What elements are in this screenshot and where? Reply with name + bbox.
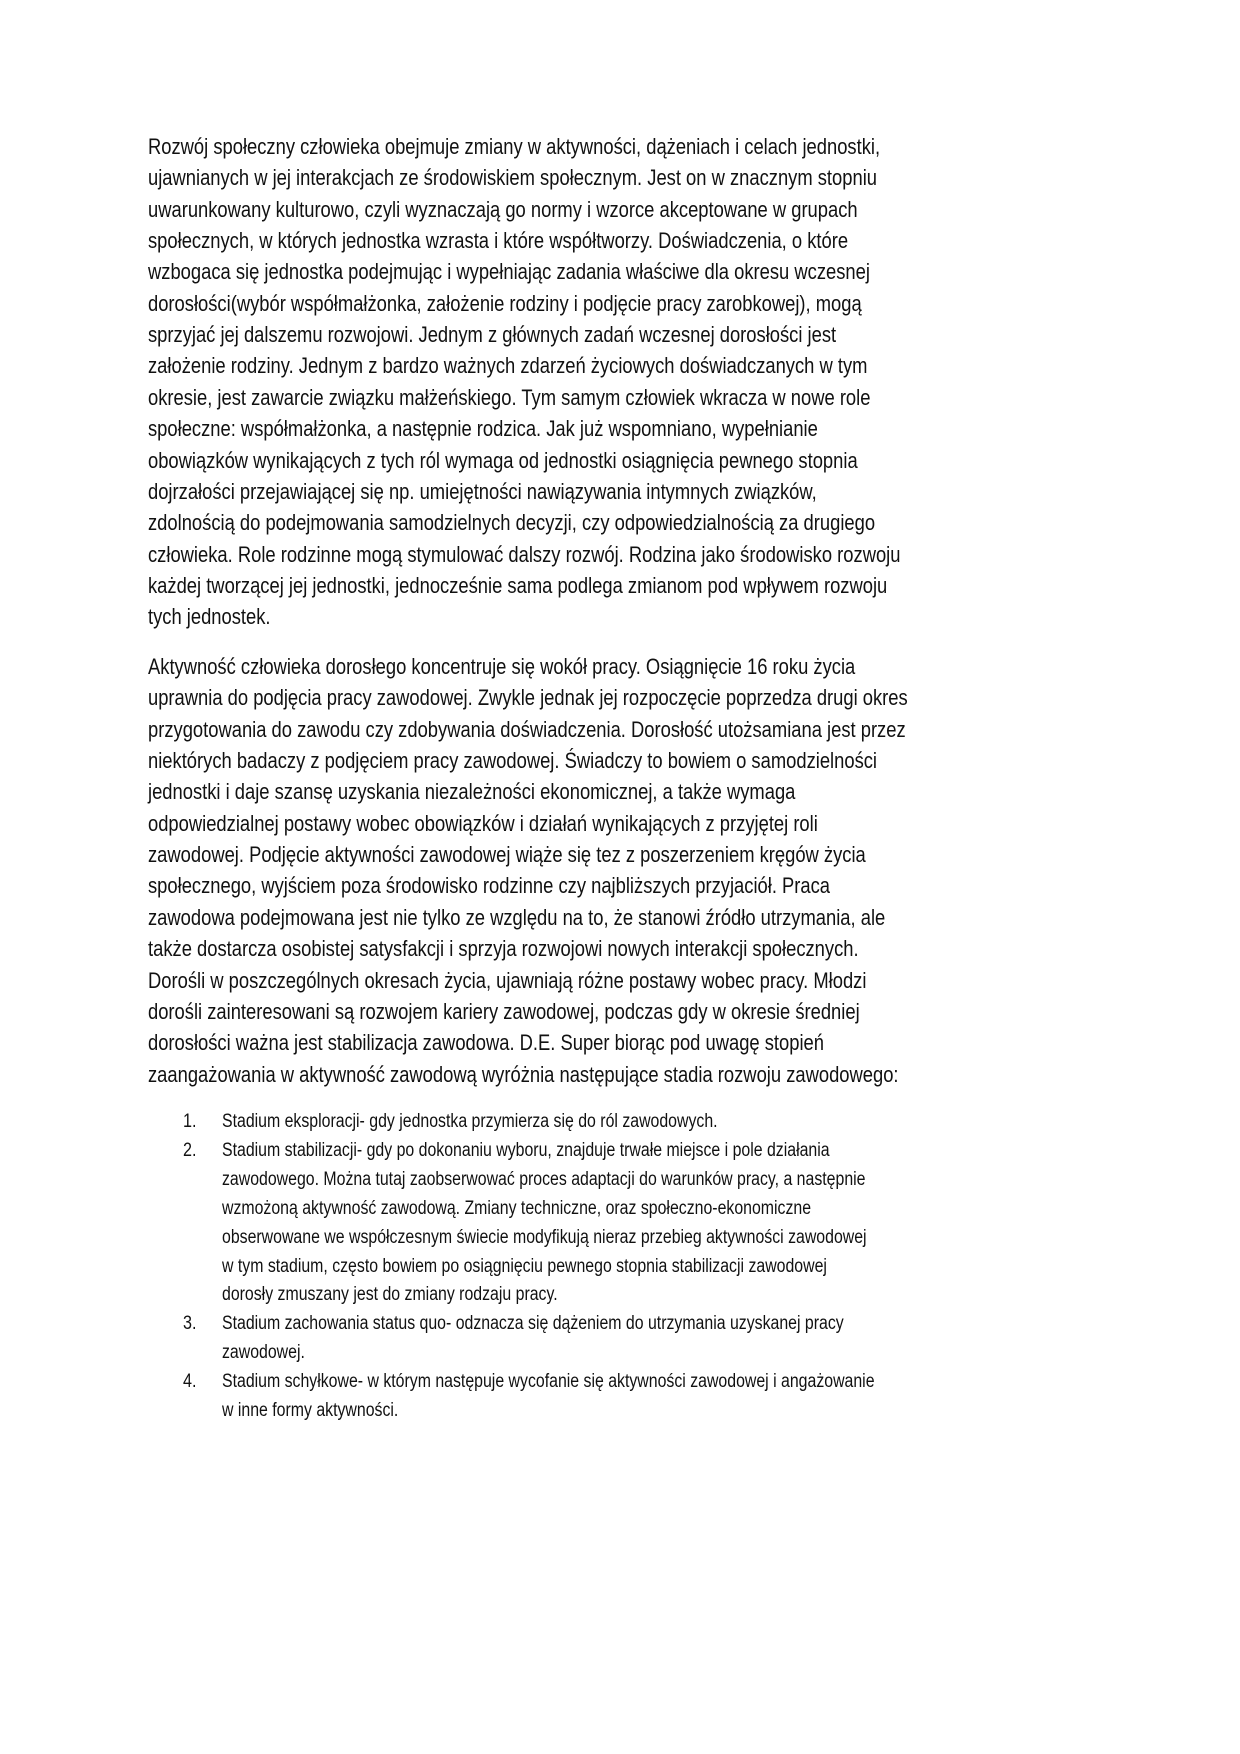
paragraph-2-line: dorosłości ważna jest stabilizacja zawodowa. D.E. Super biorąc pod uwagę stopień: [148, 1030, 824, 1056]
paragraph-1-line: społecznych, w których jednostka wzrasta i które współtworzy. Doświadczenia, o które: [148, 228, 849, 254]
paragraph-1-line: założenie rodziny. Jednym z bardzo ważnych zdarzeń życiowych doświadczanych w tym: [148, 353, 868, 379]
paragraph-1-line: tych jednostek.: [148, 604, 271, 630]
list-item-number: 1.: [183, 1111, 197, 1132]
list-item-line: Stadium stabilizacji- gdy po dokonaniu wyboru, znajduje trwałe miejsce i pole działania: [222, 1139, 830, 1161]
paragraph-1-line: społeczne: współmałżonka, a następnie rodzica. Jak już wspomniano, wypełnianie: [148, 416, 818, 442]
paragraph-2-line: odpowiedzialnej postawy wobec obowiązków i działań wynikających z przyjętej roli: [148, 810, 818, 836]
paragraph-2-line: zawodowej. Podjęcie aktywności zawodowej wiąże się tez z poszerzeniem kręgów życia: [148, 842, 866, 868]
list-item-number: 4.: [183, 1371, 197, 1393]
list-item-line: Stadium schyłkowe- w którym następuje wycofanie się aktywności zawodowej i angażowanie: [222, 1371, 875, 1393]
list-item-line: Stadium zachowania status quo- odznacza się dążeniem do utrzymania uzyskanej pracy: [222, 1313, 844, 1335]
paragraph-1-line: zdolnością do podejmowania samodzielnych decyzji, czy odpowiedzialnością za drugiego: [148, 510, 876, 536]
paragraph-2-line: zaangażowania w aktywność zawodową wyróżnia następujące stadia rozwoju zawodowego:: [148, 1061, 899, 1087]
list-item-line: zawodowego. Można tutaj zaobserwować proces adaptacji do warunków pracy, a następnie: [222, 1168, 866, 1190]
list-item-line: w tym stadium, często bowiem po osiągnięciu pewnego stopnia stabilizacji zawodowej: [222, 1255, 827, 1277]
list-item-line: zawodowej.: [222, 1342, 305, 1364]
paragraph-1-line: uwarunkowany kulturowo, czyli wyznaczają go normy i wzorce akceptowane w grupach: [148, 196, 858, 222]
paragraph-2-line: zawodowa podejmowana jest nie tylko ze względu na to, że stanowi źródło utrzymania, ale: [148, 904, 886, 930]
list-item-line: Stadium eksploracji- gdy jednostka przymierza się do ról zawodowych.: [222, 1111, 718, 1132]
paragraph-2-line: Dorośli w poszczególnych okresach życia, ujawniają różne postawy wobec pracy. Młodzi: [148, 967, 867, 993]
paragraph-1-line: dojrzałości przejawiającej się np. umiejętności nawiązywania intymnych związków,: [148, 478, 817, 504]
paragraph-2-line: niektórych badaczy z podjęciem pracy zawodowej. Świadczy to bowiem o samodzielności: [148, 748, 878, 774]
paragraph-1-line: okresie, jest zawarcie związku małżeńskiego. Tym samym człowiek wkracza w nowe role: [148, 384, 871, 410]
list-item-line: dorosły zmuszany jest do zmiany rodzaju pracy.: [222, 1284, 558, 1306]
paragraph-2-line: także dostarcza osobistej satysfakcji i sprzyja rozwojowi nowych interakcji społecznych.: [148, 936, 859, 962]
paragraph-1-line: obowiązków wynikających z tych ról wymaga od jednostki osiągnięcia pewnego stopnia: [148, 447, 858, 473]
list-item-line: w inne formy aktywności.: [222, 1400, 399, 1421]
paragraph-2-line: społecznego, wyjściem poza środowisko rodzinne czy najbliższych przyjaciół. Praca: [148, 873, 831, 899]
list-item-line: wzmożoną aktywność zawodową. Zmiany techniczne, oraz społeczno-ekonomiczne: [222, 1197, 812, 1219]
list-item-number: 3.: [183, 1313, 197, 1335]
paragraph-1-line: dorosłości(wybór współmałżonka, założenie rodziny i podjęcie pracy zarobkowej), mogą: [148, 290, 862, 316]
paragraph-1-line: człowieka. Role rodzinne mogą stymulować dalszy rozwój. Rodzina jako środowisko rozwoju: [148, 541, 901, 567]
paragraph-2-line: jednostki i daje szansę uzyskania niezależności ekonomicznej, a także wymaga: [148, 779, 796, 805]
paragraph-1-line: ujawnianych w jej interakcjach ze środowiskiem społecznym. Jest on w znacznym stopniu: [148, 165, 877, 191]
list-item-number: 2.: [183, 1139, 197, 1161]
paragraph-1-line: Rozwój społeczny człowieka obejmuje zmiany w aktywności, dążeniach i celach jednostki,: [148, 134, 881, 159]
paragraph-1-line: sprzyjać jej dalszemu rozwojowi. Jednym z głównych zadań wczesnej dorosłości jest: [148, 322, 837, 348]
paragraph-1-line: wzbogaca się jednostka podejmując i wypełniając zadania właściwe dla okresu wczesnej: [148, 259, 870, 285]
paragraph-2-line: uprawnia do podjęcia pracy zawodowej. Zwykle jednak jej rozpoczęcie poprzedza drugi okres: [148, 685, 908, 711]
paragraph-1-line: każdej tworzącej jej jednostki, jednocześnie sama podlega zmianom pod wpływem rozwoju: [148, 572, 888, 598]
list-item-line: obserwowane we współczesnym świecie modyfikują nieraz przebieg aktywności zawodowej: [222, 1226, 867, 1248]
paragraph-2-line: dorośli zainteresowani są rozwojem kariery zawodowej, podczas gdy w okresie średniej: [148, 998, 860, 1024]
paragraph-2-line: Aktywność człowieka dorosłego koncentruje się wokół pracy. Osiągnięcie 16 roku życia: [148, 654, 856, 679]
paragraph-2-line: przygotowania do zawodu czy zdobywania doświadczenia. Dorosłość utożsamiana jest przez: [148, 716, 906, 742]
